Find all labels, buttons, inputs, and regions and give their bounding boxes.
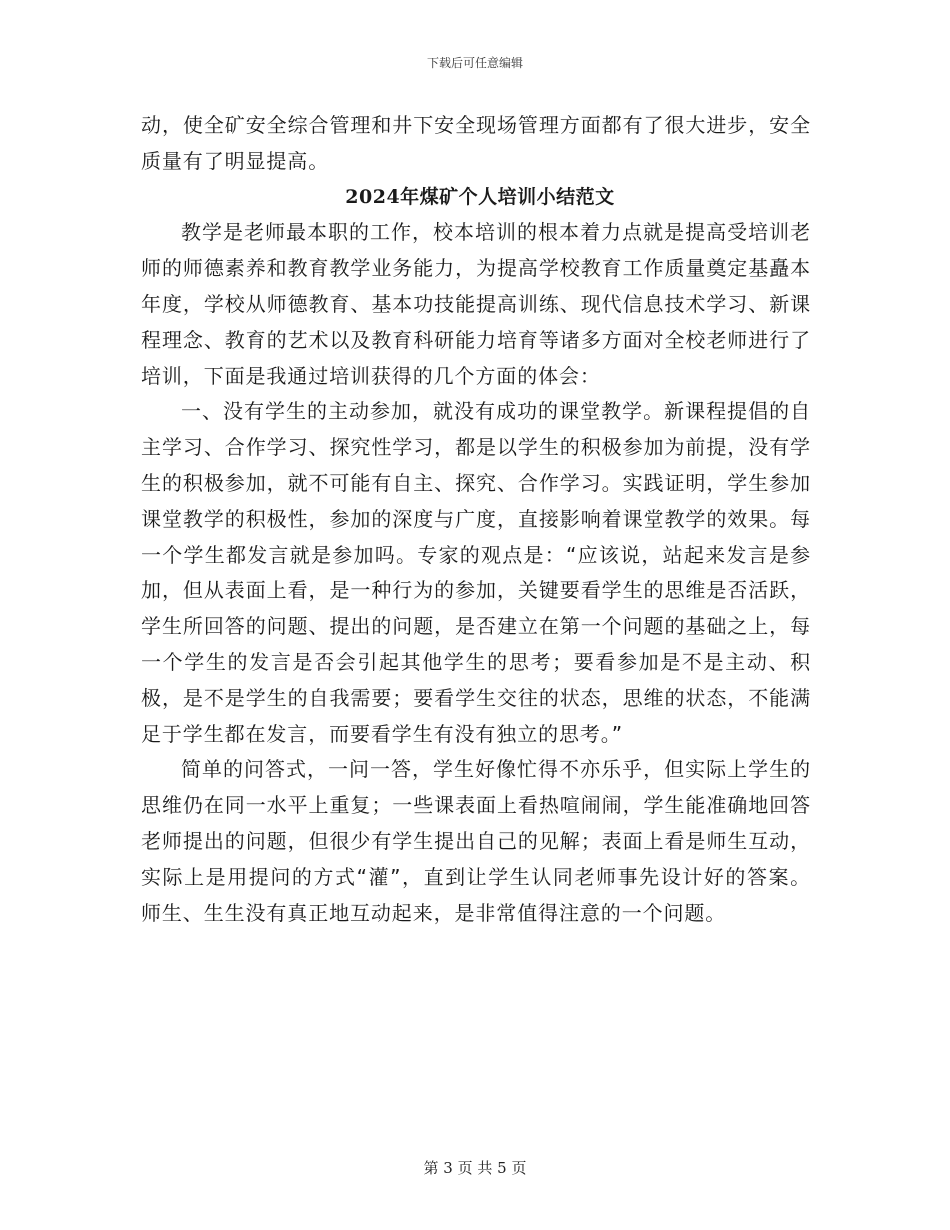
page-indicator: 第 3 页 共 5 页 xyxy=(423,1159,527,1177)
header-note: 下载后可任意编辑 xyxy=(426,56,523,70)
document-title: 2024年煤矿个人培训小结范文 xyxy=(345,185,615,208)
document-body xyxy=(141,108,811,931)
lead-paragraph: 动，使全矿安全综合管理和井下安全现场管理方面都有了很大进步，安全质量有了明显提高。 xyxy=(141,113,811,173)
paragraph-qa-discussion: 简单的问答式，一问一答，学生好像忙得不亦乐乎，但实际上学生的思维仍在同一水平上重复；一些课表面上看热喧闹闹，学生能准确地回答老师提出的问题，但很少有学生提出自己的见解；表面上看是师生互动，实际上是用提问的方式“灌”，直到让学生认同老师事先设计好的答案。师生、生生没有真正地互动起来，是非常值得注意的一个问题。 xyxy=(141,757,811,925)
paragraph-intro: 教学是老师最本职的工作，校本培训的根本着力点就是提高受培训老师的师德素养和教育教学业务能力，为提高学校教育工作质量奠定基矗本年度，学校从师德教育、基本功技能提高训练、现代信息技术学习、新课程理念、教育的艺术以及教育科研能力培育等诸多方面对全校老师进行了培训，下面是我通过培训获得的几个方面的体会： xyxy=(141,220,811,388)
paragraph-point-one: 一、没有学生的主动参加，就没有成功的课堂教学。新课程提倡的自主学习、合作学习、探究性学习，都是以学生的积极参加为前提，没有学生的积极参加，就不可能有自主、探究、合作学习。实践证明，学生参加课堂教学的积极性，参加的深度与广度，直接影响着课堂教学的效果。每一个学生都发言就是参加吗。专家的观点是：“应该说，站起来发言是参加，但从表面上看，是一种行为的参加，关键要看学生的思维是否活跃，学生所回答的问题、提出的问题，是否建立在第一个问题的基础之上，每一个学生的发言是否会引起其他学生的思考；要看参加是不是主动、积极，是不是学生的自我需要；要看学生交往的状态，思维的状态，不能满足于学生都在发言，而要看学生有没有独立的思考。” xyxy=(141,399,811,746)
